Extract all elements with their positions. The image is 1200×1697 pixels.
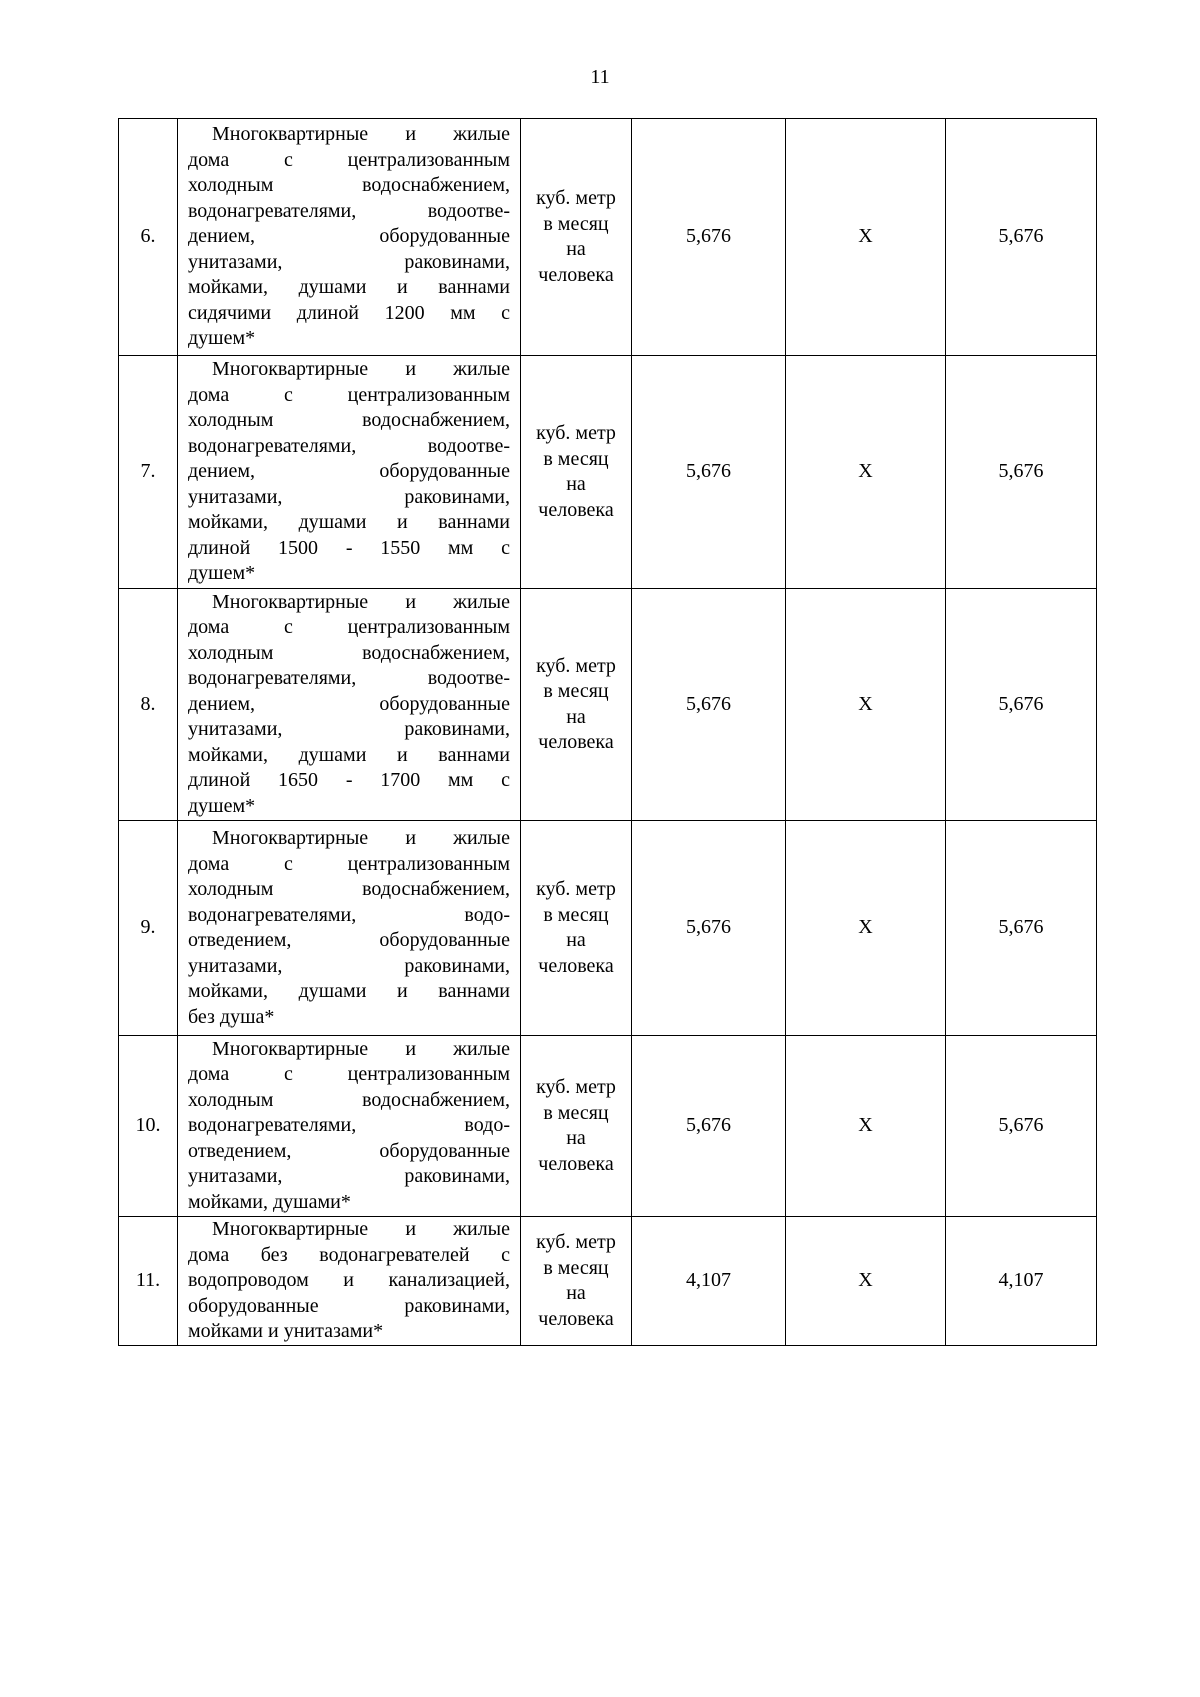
value-cell: 5,676 xyxy=(632,356,786,589)
value-cell: 5,676 xyxy=(632,1036,786,1217)
description-cell xyxy=(178,589,521,821)
unit-line: на xyxy=(566,705,586,728)
row-number-cell: 6. xyxy=(119,119,178,356)
unit-line: куб. метр xyxy=(536,187,616,209)
unit-line: на xyxy=(566,473,586,495)
unit-line: на xyxy=(566,1282,586,1304)
unit-line: куб. метр xyxy=(536,654,616,677)
unit-cell xyxy=(521,119,632,356)
description-line: мойками, душами и ваннами xyxy=(188,980,510,1002)
unit-line: в месяц xyxy=(543,903,609,926)
description-line: мойками, душами* xyxy=(188,1190,351,1213)
description-cell xyxy=(178,821,521,1036)
description-line: дением, оборудованные xyxy=(188,225,510,248)
description-line: дома с централизованным xyxy=(188,616,510,639)
row-number-cell: 7. xyxy=(119,356,178,589)
description-line: Многоквартирные и жилые xyxy=(212,1218,510,1241)
description-cell xyxy=(178,1036,521,1217)
unit-line: куб. метр xyxy=(536,878,616,900)
page-number: 11 xyxy=(590,66,610,88)
description-line: без душа* xyxy=(188,1005,275,1028)
description-line: Многоквартирные и жилые xyxy=(212,1037,510,1060)
unit-line: в месяц xyxy=(543,1256,609,1279)
unit-line: человека xyxy=(538,263,614,286)
row-number-cell: 8. xyxy=(119,589,178,821)
description-line: холодным водоснабжением, xyxy=(188,409,510,432)
description-line: холодным водоснабжением, xyxy=(188,174,510,197)
unit-line: человека xyxy=(538,1152,614,1175)
description-line: душем* xyxy=(188,562,256,585)
description-line: длиной 1500 - 1550 мм с xyxy=(188,536,510,559)
description-line: душем* xyxy=(188,794,256,817)
description-line: Многоквартирные и жилые xyxy=(212,358,510,381)
description-line: водонагревателями, водо- xyxy=(188,903,510,926)
description-cell xyxy=(178,356,521,589)
unit-line: на xyxy=(566,1127,586,1149)
unit-line: человека xyxy=(538,498,614,521)
unit-line: в месяц xyxy=(543,1101,609,1124)
unit-line: на xyxy=(566,238,586,260)
unit-cell xyxy=(521,589,632,821)
norms-table xyxy=(118,118,1097,1346)
mark-cell: X xyxy=(786,821,946,1036)
table-row xyxy=(119,356,1097,589)
description-line: мойками, душами и ваннами xyxy=(188,743,510,766)
unit-line: в месяц xyxy=(543,680,609,702)
unit-line: человека xyxy=(538,1307,614,1330)
mark-cell: X xyxy=(786,356,946,589)
description-line: сидячими длиной 1200 мм с xyxy=(188,301,510,324)
value-cell: 4,107 xyxy=(632,1217,786,1346)
mark-cell: X xyxy=(786,1217,946,1346)
description-line: оборудованные раковинами, xyxy=(188,1294,510,1317)
description-line: водонагревателями, водоотве- xyxy=(188,667,510,690)
description-line: водонагревателями, водоотве- xyxy=(188,199,510,222)
description-line: дением, оборудованные xyxy=(188,460,510,483)
description-line: унитазами, раковинами, xyxy=(188,718,510,741)
description-line: отведением, оборудованные xyxy=(188,929,510,951)
description-line: дома с централизованным xyxy=(188,1063,510,1086)
value-cell: 5,676 xyxy=(946,356,1097,589)
value-cell: 5,676 xyxy=(946,1036,1097,1217)
value-cell: 5,676 xyxy=(946,589,1097,821)
row-number-cell: 11. xyxy=(119,1217,178,1346)
unit-cell xyxy=(521,821,632,1036)
description-line: дома без водонагревателей с xyxy=(188,1243,510,1266)
unit-cell xyxy=(521,356,632,589)
description-line: унитазами, раковинами, xyxy=(188,1165,510,1188)
description-line: унитазами, раковинами, xyxy=(188,485,510,508)
description-line: дома с централизованным xyxy=(188,148,510,171)
unit-line: куб. метр xyxy=(536,1231,616,1253)
table-row xyxy=(119,821,1097,1036)
description-line: мойками, душами и ваннами xyxy=(188,276,510,299)
unit-line: в месяц xyxy=(543,212,609,235)
value-cell: 5,676 xyxy=(632,119,786,356)
unit-line: человека xyxy=(538,731,614,753)
value-cell: 5,676 xyxy=(946,821,1097,1036)
description-line: Многоквартирные и жилые xyxy=(212,827,510,849)
table-row xyxy=(119,1217,1097,1346)
value-cell: 5,676 xyxy=(946,119,1097,356)
description-line: холодным водоснабжением, xyxy=(188,878,510,900)
row-number-cell: 9. xyxy=(119,821,178,1036)
mark-cell: X xyxy=(786,119,946,356)
unit-cell xyxy=(521,1036,632,1217)
table-row xyxy=(119,1036,1097,1217)
description-line: унитазами, раковинами, xyxy=(188,250,510,273)
table-row xyxy=(119,589,1097,821)
description-line: мойками, душами и ваннами xyxy=(188,511,510,534)
description-line: длиной 1650 - 1700 мм с xyxy=(188,769,510,792)
description-line: холодным водоснабжением, xyxy=(188,641,510,664)
value-cell: 4,107 xyxy=(946,1217,1097,1346)
description-cell xyxy=(178,119,521,356)
row-number-cell: 10. xyxy=(119,1036,178,1217)
unit-line: куб. метр xyxy=(536,422,616,444)
description-line: унитазами, раковинами, xyxy=(188,954,510,977)
norms-table-body xyxy=(119,119,1097,1346)
description-line: дома с централизованным xyxy=(188,383,510,406)
unit-line: куб. метр xyxy=(536,1076,616,1098)
description-line: душем* xyxy=(188,327,256,350)
description-line: холодным водоснабжением, xyxy=(188,1088,510,1111)
value-cell: 5,676 xyxy=(632,821,786,1036)
unit-cell xyxy=(521,1217,632,1346)
unit-line: на xyxy=(566,929,586,951)
mark-cell: X xyxy=(786,589,946,821)
description-cell xyxy=(178,1217,521,1346)
description-line: дома с централизованным xyxy=(188,852,510,875)
description-line: водонагревателями, водоотве- xyxy=(188,434,510,457)
description-line: водопроводом и канализацией, xyxy=(188,1269,510,1292)
description-line: мойками и унитазами* xyxy=(188,1320,384,1343)
description-line: водонагревателями, водо- xyxy=(188,1114,510,1137)
description-line: Многоквартирные и жилые xyxy=(212,123,510,146)
mark-cell: X xyxy=(786,1036,946,1217)
description-line: отведением, оборудованные xyxy=(188,1139,510,1162)
table-row xyxy=(119,119,1097,356)
description-line: Многоквартирные и жилые xyxy=(212,590,510,613)
unit-line: в месяц xyxy=(543,447,609,470)
unit-line: человека xyxy=(538,954,614,977)
description-line: дением, оборудованные xyxy=(188,692,510,715)
value-cell: 5,676 xyxy=(632,589,786,821)
